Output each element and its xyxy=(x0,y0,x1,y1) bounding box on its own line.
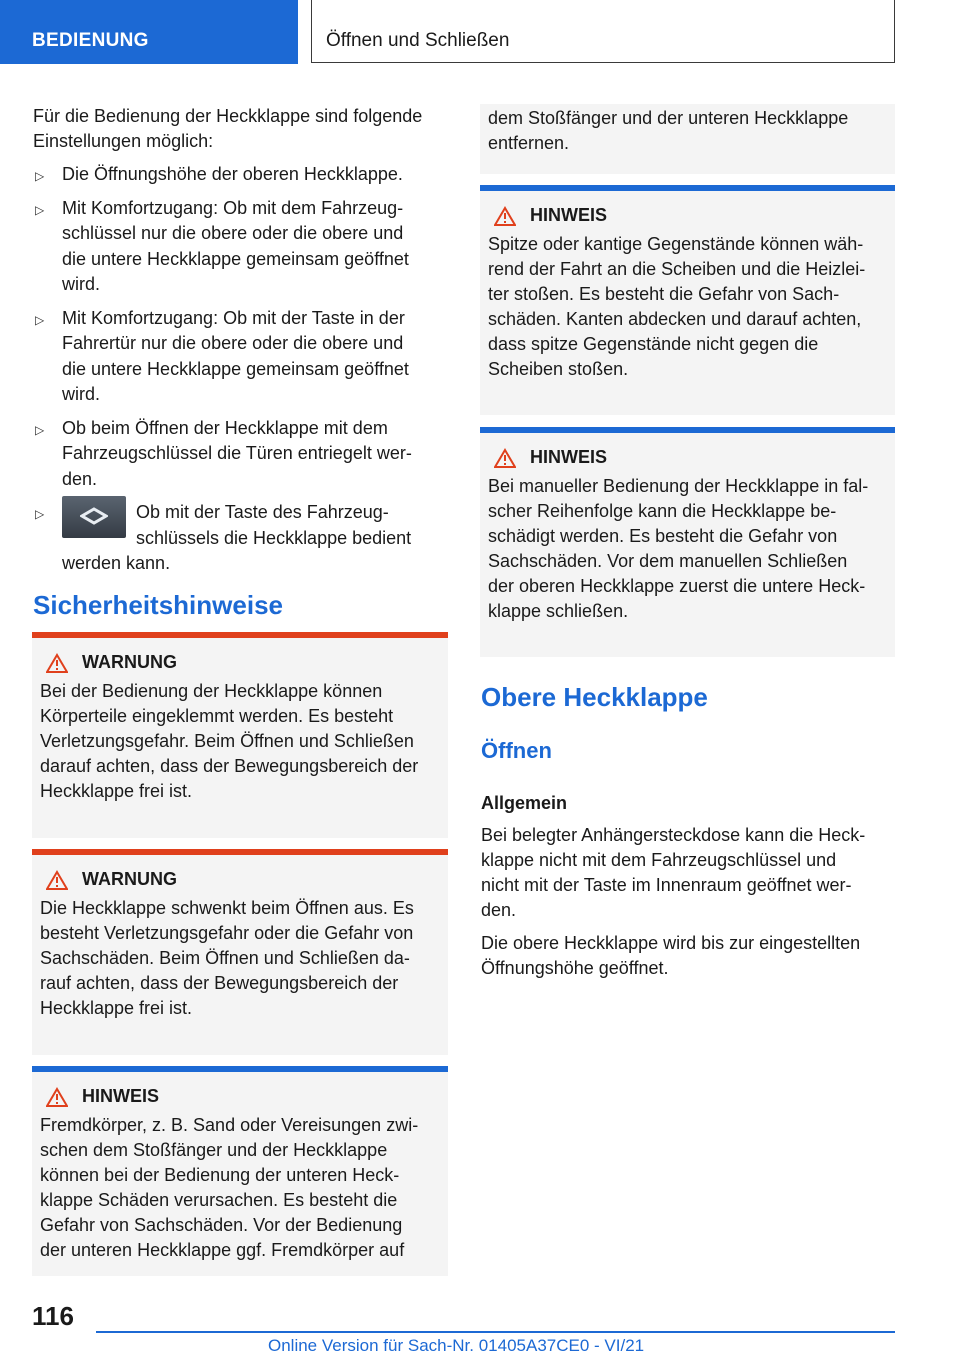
intro-line: Einstellungen möglich: xyxy=(33,131,214,151)
section-heading: Sicherheitshinweise xyxy=(33,590,283,620)
list-item-text: wird. xyxy=(62,384,101,404)
warning-text-line: rauf achten, dass der Bewegungsbereich der xyxy=(40,973,399,993)
warning-triangle-icon xyxy=(494,448,516,468)
list-item-text: Fahrertür nur die obere oder die obere und xyxy=(62,333,404,353)
intro-paragraph xyxy=(33,104,453,154)
list-item-text: die untere Heckklappe gemeinsam geöffnet xyxy=(62,358,409,379)
subsection-heading: Öffnen xyxy=(481,738,552,763)
page-number: 116 xyxy=(32,1301,74,1331)
warning-text-line: Heckklappe frei ist. xyxy=(40,781,193,801)
list-item-text: schlüssels die Heckklappe bedient xyxy=(136,527,412,548)
list-item xyxy=(33,306,453,408)
note-title-text: HINWEIS xyxy=(530,205,608,225)
warning-text-line: Heckklappe frei ist. xyxy=(40,998,193,1018)
note-box xyxy=(480,185,895,415)
minor-heading: Allgemein xyxy=(481,793,568,813)
intro-line: Für die Bedienung der Heckklappe sind folgende xyxy=(33,106,423,126)
note-text-line: Scheiben stoßen. xyxy=(488,359,629,379)
note-text-line: dass spitze Gegenstände nicht gegen die xyxy=(488,334,819,354)
note-text-line: scher Reihenfolge kann die Heckklappe be- xyxy=(488,501,837,521)
list-item-text: Die Öffnungshöhe der oberen Heckklappe. xyxy=(62,164,403,184)
section-heading: Obere Heckklappe xyxy=(481,682,708,712)
tailgate-key-button-icon xyxy=(62,496,126,538)
triangle-bullet-icon: ▷ xyxy=(35,202,45,217)
note-title xyxy=(488,205,887,226)
note-title xyxy=(40,1086,440,1107)
note-text-line: Spitze oder kantige Gegenstände können wäh- xyxy=(488,234,864,254)
warning-text-line: Sachschäden. Beim Öffnen und Schließen da- xyxy=(40,948,410,968)
triangle-bullet-icon: ▷ xyxy=(35,507,45,521)
warning-text-line: Verletzungsgefahr. Beim Öffnen und Schließen xyxy=(40,731,414,751)
note-text-line: der oberen Heckklappe zuerst die untere Heck- xyxy=(488,576,866,596)
list-item xyxy=(33,416,453,493)
note-text-line: der unteren Heckklappe ggf. Fremdkörper auf xyxy=(40,1240,405,1260)
note-text-line: ter stoßen. Es besteht die Gefahr von Sach- xyxy=(488,284,840,304)
warning-title xyxy=(40,869,440,890)
header-section-tab xyxy=(0,0,298,64)
warning-box xyxy=(32,632,448,838)
note-text-line: dem Stoßfänger und der unteren Heckklappe xyxy=(488,108,849,128)
footer-divider xyxy=(96,1331,895,1333)
note-box xyxy=(480,427,895,657)
note-title xyxy=(488,447,887,468)
warning-triangle-icon xyxy=(494,206,516,226)
paragraph-line: Die obere Heckklappe wird bis zur eingestellten xyxy=(481,933,861,953)
note-text-line: rend der Fahrt an die Scheiben und die Heizlei- xyxy=(488,259,866,279)
note-text-line: können bei der Bedienung der unteren Heck- xyxy=(40,1165,400,1185)
list-item-text: Mit Komfortzugang: Ob mit dem Fahrzeug- xyxy=(62,197,404,218)
warning-triangle-icon xyxy=(46,870,68,890)
note-text-line: Gefahr von Sachschäden. Vor der Bedienung xyxy=(40,1215,403,1235)
list-item xyxy=(33,196,453,298)
header-title: Öffnen und Schließen xyxy=(326,30,510,51)
paragraph xyxy=(481,823,901,923)
list-item-text: wird. xyxy=(62,274,101,294)
paragraph-line: Öffnungshöhe geöffnet. xyxy=(481,958,669,978)
list-item-text: Ob mit der Taste des Fahrzeug- xyxy=(136,502,389,522)
warning-text-line: besteht Verletzungsgefahr oder die Gefahr von xyxy=(40,923,414,943)
warning-box xyxy=(32,849,448,1055)
header-title-box xyxy=(311,0,895,63)
triangle-bullet-icon: ▷ xyxy=(35,312,45,327)
note-text-line: klappe schließen. xyxy=(488,601,629,621)
note-title-text: HINWEIS xyxy=(530,447,608,467)
header-section-label: BEDIENUNG xyxy=(32,30,149,51)
triangle-bullet-icon: ▷ xyxy=(35,169,45,183)
list-item-text: Ob beim Öffnen der Heckklappe mit dem xyxy=(62,417,388,438)
list-item-text: Mit Komfortzugang: Ob mit der Taste in der xyxy=(62,307,405,328)
list-item-text: Fahrzeugschlüssel die Türen entriegelt wer- xyxy=(62,443,412,463)
settings-list xyxy=(33,162,453,585)
list-item xyxy=(33,162,453,188)
warning-text-line: Körperteile eingeklemmt werden. Es besteht xyxy=(40,706,394,726)
warning-text-line: darauf achten, dass der Bewegungsbereich der xyxy=(40,756,419,776)
list-item xyxy=(33,500,453,577)
paragraph-line: Bei belegter Anhängersteckdose kann die Heck- xyxy=(481,825,866,845)
note-text-line: Fremdkörper, z. B. Sand oder Vereisungen zwi- xyxy=(40,1115,419,1135)
note-text-line: entfernen. xyxy=(488,133,570,153)
paragraph-line: klappe nicht mit dem Fahrzeugschlüssel und xyxy=(481,850,837,870)
paragraph-line: nicht mit der Taste im Innenraum geöffnet wer- xyxy=(481,875,852,895)
warning-text-line: Bei der Bedienung der Heckklappe können xyxy=(40,681,383,701)
warning-title-text: WARNUNG xyxy=(82,652,177,672)
warning-title-text: WARNUNG xyxy=(82,869,177,889)
paragraph xyxy=(481,931,901,981)
note-box xyxy=(32,1066,448,1276)
note-text-line: schen dem Stoßfänger und der Heckklappe xyxy=(40,1140,388,1160)
warning-triangle-icon xyxy=(46,653,68,673)
list-item-text: den. xyxy=(62,468,98,489)
footer-version-text: Online Version für Sach-Nr. 01405A37CE0 - VI/21 xyxy=(268,1336,645,1355)
note-title-text: HINWEIS xyxy=(82,1086,160,1106)
note-box-continuation xyxy=(480,104,895,174)
note-text-line: klappe Schäden verursachen. Es besteht die xyxy=(40,1190,398,1210)
warning-title xyxy=(40,652,440,673)
note-text-line: schäden. Kanten abdecken und darauf achten, xyxy=(488,309,862,329)
list-item-text: die untere Heckklappe gemeinsam geöffnet xyxy=(62,248,409,269)
list-item-text: schlüssel nur die obere oder die obere und xyxy=(62,223,404,243)
list-item-text: werden kann. xyxy=(62,553,171,573)
note-text-line: schädigt werden. Es besteht die Gefahr von xyxy=(488,526,838,546)
warning-text-line: Die Heckklappe schwenkt beim Öffnen aus. Es xyxy=(40,898,414,918)
warning-triangle-icon xyxy=(46,1087,68,1107)
triangle-bullet-icon: ▷ xyxy=(35,422,45,437)
paragraph-line: den. xyxy=(481,900,517,920)
note-text-line: Sachschäden. Vor dem manuellen Schließen xyxy=(488,551,848,571)
note-text-line: Bei manueller Bedienung der Heckklappe in fal- xyxy=(488,476,869,496)
